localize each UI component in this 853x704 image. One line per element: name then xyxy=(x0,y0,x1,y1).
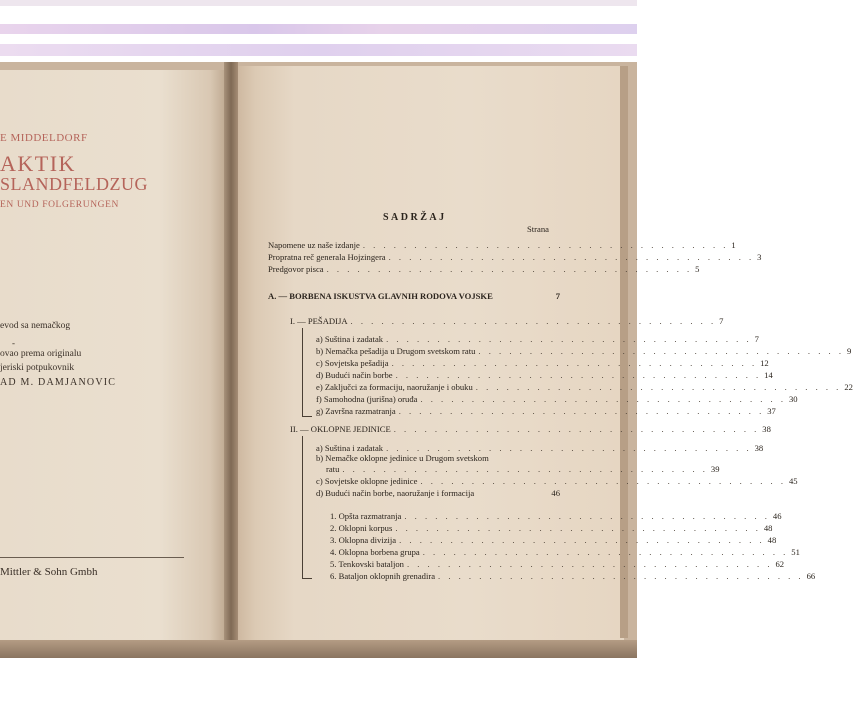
toc-entry-page: 46 xyxy=(772,511,782,521)
toc-section-heading xyxy=(290,424,771,435)
toc-entry-page: 7 xyxy=(754,334,759,344)
bracket-line xyxy=(302,578,312,579)
toc-entry xyxy=(316,406,776,417)
translator-name: AD M. DAMJANOVIC xyxy=(0,377,117,388)
leader-dots: . . . . . . . . . . . . . . . . . . . . . . . . . . . . . . . . . . . . xyxy=(420,394,786,404)
toc-entry-label: 6. Bataljon oklopnih grenadira xyxy=(330,571,436,581)
toc-entry xyxy=(316,476,798,487)
toc-entry xyxy=(316,382,853,393)
toc-entry xyxy=(316,346,852,357)
toc-entry-page: 7 xyxy=(555,291,560,301)
toc-entry-label: Napomene uz naše izdanje xyxy=(268,240,360,250)
toc-entry-page: 30 xyxy=(788,394,798,404)
toc-entry-page: 45 xyxy=(788,476,798,486)
leader-dots: . . . . . . . . . . . . . . . . . . . . . . . . . . . . . . . . . . . . xyxy=(478,346,844,356)
bracket-line xyxy=(302,328,303,416)
toc-entry xyxy=(326,464,720,475)
translation-note: evod sa nemačkog xyxy=(0,321,71,331)
leader-dots: . . . . . . . . . . . . . . . . . . . . . . . . . . . . . . . . . . . . xyxy=(342,464,708,474)
toc-entry-page: 39 xyxy=(710,464,720,474)
leader-dots: . . . . . . . . . . . . . . . . . . . . . . . . . . . . . . . . . . . . xyxy=(422,547,789,557)
leader-dots: . . . . . . . . . . . . . . . . . . . . . . . . . . . . . . . . . . . . xyxy=(350,316,717,326)
scan-artifact-band xyxy=(0,44,637,56)
toc-entry xyxy=(316,358,769,369)
book-spine xyxy=(224,62,238,644)
leader-dots: . . . . . . . . . . . . . . . . . . . . . . . . . . . . . . . . . . . . xyxy=(395,370,762,380)
toc-entry xyxy=(268,252,762,263)
toc-entry-label: a) Suština i zadatak xyxy=(316,334,384,344)
toc-entry-page: 66 xyxy=(806,571,816,581)
toc-entry-label: 5. Tenkovski bataljon xyxy=(330,559,404,569)
toc-entry-label: f) Samohodna (jurišna) oruđa xyxy=(316,394,418,404)
toc-entry-label: I. — PEŠADIJA xyxy=(290,316,348,326)
toc-entry-page: 48 xyxy=(763,523,773,533)
toc-entry-page: 22 xyxy=(844,382,853,392)
toc-section-heading xyxy=(290,316,724,327)
leader-dots: . . . . . . . . . . . . . . . . . . . . . . . . . . . . . . . . . . . . xyxy=(362,240,729,250)
book-title-line1: AKTIK xyxy=(0,151,76,176)
toc-entry-page: 48 xyxy=(767,535,777,545)
toc-entry-label: A. — BORBENA ISKUSTVA GLAVNIH RODOVA VOJSKE xyxy=(268,291,493,301)
toc-entry-continuation: ratu xyxy=(326,464,340,474)
toc-entry-page: 38 xyxy=(754,443,764,453)
leader-dots: . . . . . . . . . . . . . . . . . . . . . . . . . . . . . . . . . . . . xyxy=(386,443,752,453)
toc-subentry xyxy=(330,559,785,570)
toc-entry-label: 4. Oklopna borbena grupa xyxy=(330,547,420,557)
leader-dots: . . . . . . . . . . . . . . . . . . . . . . . . . . . . . . . . . . . . xyxy=(399,535,765,545)
toc-entry-page: 38 xyxy=(762,424,771,434)
toc-entry xyxy=(316,370,773,381)
toc-entry-label: 1. Opšta razmatranja xyxy=(330,511,402,521)
bracket-line xyxy=(302,416,312,417)
leader-dots: . . . . . . . . . . . . . . . . . . . . . . . . . . . . . . . . . . . . xyxy=(420,476,786,486)
toc-entry-label: 2. Oklopni korpus xyxy=(330,523,393,533)
toc-entry xyxy=(268,264,700,275)
toc-entry-page: 12 xyxy=(760,358,769,368)
toc-entry-label: 3. Oklopna divizija xyxy=(330,535,397,545)
leader-dots: . . . . . . . . . . . . . . . . . . . . . . . . . . . . . . . . . . . . xyxy=(326,264,693,274)
toc-part-heading xyxy=(268,291,560,302)
toc-entry-page: 51 xyxy=(791,547,800,557)
leader-dots: . . . . . . . . . . . . . . . . . . . . . . . . . . . . . . . . . . . . xyxy=(406,559,773,569)
toc-subentry xyxy=(330,535,777,546)
toc-entry-label: d) Budući način borbe xyxy=(316,370,393,380)
leader-dots: . . . . . . . . . . . . . . . . . . . . . . . . . . . . . . . . . . . . xyxy=(398,406,765,416)
toc-entry-label: d) Budući način borbe, naoružanje i formacija xyxy=(316,488,475,498)
toc-subentry xyxy=(330,523,773,534)
toc-entry-label: a) Suština i zadatak xyxy=(316,443,384,453)
toc-entry xyxy=(316,394,798,405)
book-bottom-edge xyxy=(0,640,637,658)
toc-entry-page: 5 xyxy=(695,264,700,274)
author-name: E MIDDELDORF xyxy=(0,132,88,144)
toc-entry xyxy=(316,488,560,499)
toc-entry-page: 9 xyxy=(846,346,852,356)
toc-entry-label: e) Zaključci za formaciju, naoružanje i obuku xyxy=(316,382,473,392)
toc-entry-label: II. — OKLOPNE JEDINICE xyxy=(290,424,391,434)
page-column-label: Strana xyxy=(527,224,549,234)
toc-entry xyxy=(268,240,736,251)
toc-entry-label: Predgovor pisca xyxy=(268,264,324,274)
toc-entry-label: Propratna reč generala Hojzingera xyxy=(268,252,386,262)
toc-heading: SADRŽAJ xyxy=(383,212,447,223)
book-title-line2: SLANDFELDZUG xyxy=(0,174,148,194)
translation-note: ovao prema originalu xyxy=(0,349,82,359)
toc-entry-label: g) Završna razmatranja xyxy=(316,406,396,416)
leader-dots: . . . . . . . . . . . . . . . . . . . . . . . . . . . . . . . . . . . . xyxy=(388,252,755,262)
separator-mark: - xyxy=(12,338,15,348)
toc-entry-page: 62 xyxy=(775,559,785,569)
toc-entry-page: 7 xyxy=(719,316,724,326)
leader-dots: . . . . . . . . . . . . . . . . . . . . . . . . . . . . . . . . . . . . xyxy=(475,382,842,392)
toc-subentry xyxy=(330,511,782,522)
scan-artifact-top xyxy=(0,0,637,6)
toc-entry-page: 46 xyxy=(551,488,560,498)
toc-entry xyxy=(316,334,759,345)
leader-dots: . . . . . . . . . . . . . . . . . . . . . . . . . . . . . . . . . . . . xyxy=(391,358,758,368)
toc-subentry xyxy=(330,571,816,582)
translator-rank: jeriski potpukovnik xyxy=(0,363,75,373)
toc-entry-label: b) Nemačke oklopne jedinice u Drugom svetskom xyxy=(316,453,489,463)
toc-entry-label: b) Nemačka pešadija u Drugom svetskom ratu xyxy=(316,346,476,356)
toc-entry-label: c) Sovjetska pešadija xyxy=(316,358,389,368)
leader-dots: . . . . . . . . . . . . . . . . . . . . . . . . . . . . . . . . . . . . xyxy=(438,571,804,581)
toc-entry-page: 1 xyxy=(731,240,736,250)
book-subtitle: EN UND FOLGERUNGEN xyxy=(0,200,119,210)
publisher-name: Mittler & Sohn Gmbh xyxy=(0,566,98,578)
toc-entry-page: 37 xyxy=(767,406,776,416)
leader-dots: . . . . . . . . . . . . . . . . . . . . . . . . . . . . . . . . . . . . xyxy=(393,424,760,434)
toc-entry-page: 14 xyxy=(764,370,773,380)
leader-dots: . . . . . . . . . . . . . . . . . . . . . . . . . . . . . . . . . . . . xyxy=(395,523,761,533)
toc-entry-page: 3 xyxy=(757,252,762,262)
leader-dots: . . . . . . . . . . . . . . . . . . . . . . . . . . . . . . . . . . . . xyxy=(404,511,770,521)
toc-subentry xyxy=(330,547,800,558)
bracket-line xyxy=(302,436,303,578)
toc-entry-label: c) Sovjetske oklopne jedinice xyxy=(316,476,418,486)
leader-dots: . . . . . . . . . . . . . . . . . . . . . . . . . . . . . . . . . . . . xyxy=(386,334,752,344)
scan-artifact-band xyxy=(0,24,637,34)
divider xyxy=(0,557,184,558)
